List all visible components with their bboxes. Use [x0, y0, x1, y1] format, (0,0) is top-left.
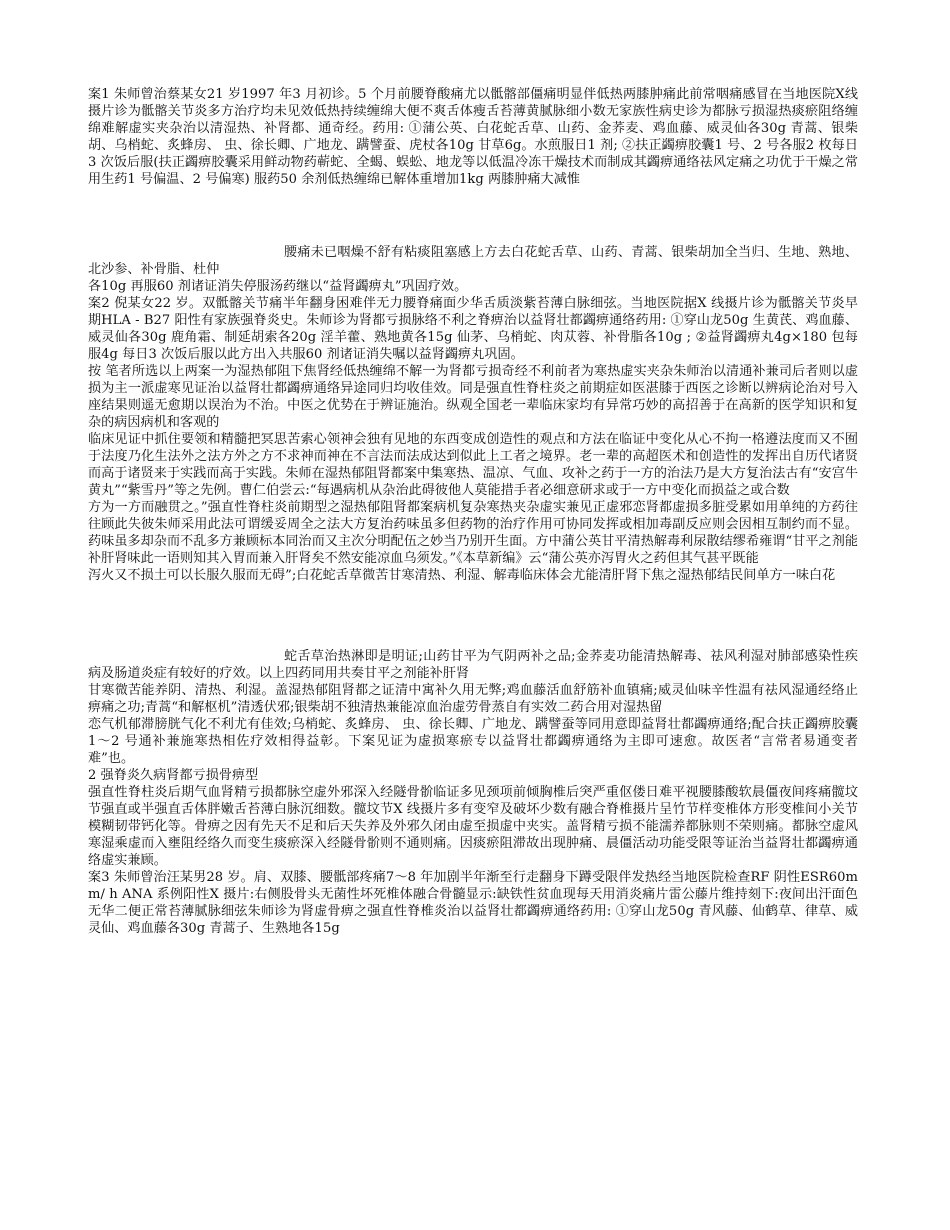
- page-break-gap-2: [88, 584, 858, 648]
- case1-result-paragraph: 各10g 再服60 剂诸证消失停服汤药继以“益肾蠲痹丸”巩固疗效。: [88, 279, 468, 294]
- herb-analysis-paragraph: 蛇舌草治热淋即是明证;山药甘平为气阴两补之品;金荞麦功能清热解毒、祛风利湿对肺部感染性疾病及肠道炎症有较好的疗效。以上四药同用共奏甘平之剂能补肝肾: [88, 649, 858, 681]
- commentary-paragraph-2: 临床见证中抓住要领和精髓把冥思苦索心领神会独有见地的东西变成创造性的观点和方法在临证中变化从心不拘一格遵法度而又不囿于法度乃化生法外之法方外之方不求神而神在不言法而法成达到似此上工者之境界。老一辈的高超医术和创造性的发挥出自历代诸贤而高于诸贤来于实践而高于实践。朱师在湿热郁阻肾都案中集寒热、温凉、气血、攻补之药于一方的治法乃是大方复治法古有“安宫牛黄丸”“紫雪丹”等之先例。曹仁伯尝云:“每遇病机从杂治此碍彼他人莫能措手者必细意研求或于一方中变化而损益之或合数: [88, 432, 858, 498]
- section-paragraph: 强直性脊柱炎后期气血肾精亏损都脉空虚外邪深入经隧骨骱临证多见颈项前倾胸椎后突严重伛偻日难平视腰膝酸软晨僵夜间疼痛髋坟节强直或半强直舌体胖嫩舌苔薄白脉沉细数。髋坟节X 线摄片多有变窄及破坏少数有融合脊椎摄片呈竹节样变椎体方形变椎间小关节模糊韧带钙化等。骨痹之因有先天不足和后天失养及外邪久闭由虚至损虚中夹实。盖肾精亏损不能濡养都脉则不荣则痛。都脉空虚风寒湿乘虚而入壅阻经络久而变生痰瘀深入经隧骨骱则不通则痛。因痰瘀阻滞故出现肿痛、晨僵活动功能受限等证治当益肾壮都蠲痹通络虚实兼顾。: [88, 785, 858, 868]
- herb-analysis-paragraph-2: 甘寒微苦能养阴、清热、利湿。盖湿热郁阻肾都之证清中寓补久用无弊;鸡血藤活血舒筋补血镇痛;威灵仙味辛性温有祛风湿通经络止痹痛之功;青蒿“和解枢机”清透伏邪;银柴胡不独清热兼能凉血治虚劳骨蒸自有实效二药合用对湿热留: [88, 683, 858, 715]
- section-heading: 2 强脊炎久病肾都亏损骨痹型: [88, 768, 259, 783]
- page-break-gap: [88, 188, 858, 244]
- commentary-paragraph: 按 笔者所选以上两案一为湿热郁阻下焦肾经低热缠绵不解一为肾都亏损奇经不利前者为寒热虚实夹杂朱师治以清通补兼司后者则以虚损为主一派虚寒见证治以益肾壮都蠲痹通络异途同归均收佳效。同是强直性脊柱炎之前期症如医湛膝于西医之诊断以辨病论治对号入座结果则遥无愈期以误治为不治。中医之优势在于辨证施治。纵观全国老一辈临床家均有异常巧妙的高招善于在高新的医学知识和复杂的病因病机和客观的: [88, 364, 858, 430]
- document-page: [88, 86, 858, 937]
- commentary-paragraph-4: 泻火又不损土可以长服久服而无碍”;白花蛇舌草微苦甘寒清热、利湿、解毒临床体会尤能清肝肾下焦之湿热郁结民间单方一味白花: [88, 568, 836, 583]
- case3-paragraph: 案3 朱师曾治汪某男28 岁。肩、双膝、腰骶部疼痛7～8 年加剧半年渐至行走翻身下蹲受限伴发热经当地医院检查RF 阴性ESR60mm/ h ANA 系例阳性X 摄片:右侧股骨头无菌性坏死椎体融合骨髓显示:缺铁性贫血现每天用消炎痛片雷公藤片维持刻下:夜间出汗面色无华二便正常苔薄腻脉细弦朱师诊为肾虚骨痹之强直性脊椎炎治以益肾壮都蠲痹通络药用: ①穿山龙50g 青风藤、仙鹤草、律草、威灵仙、鸡血藤各30g 青蒿子、生熟地各15g: [88, 870, 858, 936]
- commentary-paragraph-3: 方为一方而融贯之。”强直性脊柱炎前期型之湿热郁阻肾都案病机复杂寒热夹杂虚实兼见正虚邪恋肾都虚损多脏受累如用单纯的方药往往顾此失彼朱师采用此法可谓缓妥周全之法大方复治药味虽多但药物的治疗作用可协同发挥或相加毒副反应则会因相互制约而不显。药味虽多却杂而不乱多方兼顾标本同治而又主次分明配伍之妙当乃别开生面。方中蒲公英甘平清热解毒利尿散结缪希雍谓“甘平之剂能补肝肾味此一语则知其入胃而兼入肝肾矣不然安能凉血乌须发。”《本草新编》云“蒲公英亦泻胃火之药但其气甚平既能: [88, 500, 858, 566]
- case1-paragraph: 案1 朱师曾治蔡某女21 岁1997 年3 月初诊。5 个月前腰脊酸痛尤以骶髂部僵痛明显伴低热两膝肿痛此前常咽痛感冒在当地医院X线摄片诊为骶髂关节炎多方治疗均未见效低热持续缠绵大便不爽舌体瘦舌苔薄黄腻脉细小数无家族性病史诊为都脉亏损湿热痰瘀阻络缠绵难解虚实夹杂治以清湿热、补肾都、通奇经。药用: ①蒲公英、白花蛇舌草、山药、金荞麦、鸡血藤、威灵仙各30g 青蒿、银柴胡、乌梢蛇、炙蜂房、 虫、徐长卿、广地龙、蹒譬蚕、虎杖各10g 甘草6g。水煎服日1 剂; ②扶正蠲痹胶囊1 号、2 号各服2 枚每日3 次饭后服(扶正蠲痹胶囊采用鲜动物药蕲蛇、全蝎、蜈蚣、地龙等以低温冷冻干燥技术而制成其蠲痹通络祛风定痛之功优于干燥之常用生药1 号偏温、2 号偏寒) 服药50 余剂低热缠绵已解体重增加1kg 两膝肿痛大减惟: [88, 87, 858, 187]
- case2-paragraph: 案2 倪某女22 岁。双骶髂关节痛半年翻身困难伴无力腰脊痛面少华舌质淡紫苔薄白脉细弦。当地医院据X 线摄片诊为骶髂关节炎早期HLA - B27 阳性有家族强脊炎史。朱师诊为肾都亏损脉络不利之脊痹治以益肾壮都蠲痹通络药用: ①穿山龙50g 生黄芪、鸡血藤、威灵仙各30g 鹿角霜、制延胡索各20g 淫羊藿、熟地黄各15g 仙茅、乌梢蛇、肉苁蓉、补骨脂各10g ; ②益肾蠲痹丸4g×180 包每服4g 每日3 次饭后服以此方出入共服60 剂诸证消失嘱以益肾蠲痹丸巩固。: [88, 296, 858, 362]
- herb-analysis-paragraph-3: 恋气机郁滞膀胱气化不利尤有佳效;乌梢蛇、炙蜂房、 虫、徐长卿、广地龙、蹒譬蚕等同用意即益肾壮都蠲痹通络;配合扶正蠲痹胶囊1～2 号通补兼施寒热相佐疗效相得益彰。下案见证为虚损寒瘀专以益肾壮都蠲痹通络为主即可速愈。故医者“言常者易通变者难”也。: [88, 717, 858, 766]
- case1-continuation-paragraph: 腰痛未已咽燥不舒有粘痰阻塞感上方去白花蛇舌草、山药、青蒿、银柴胡加全当归、生地、熟地、北沙参、补骨脂、杜仲: [88, 245, 858, 277]
